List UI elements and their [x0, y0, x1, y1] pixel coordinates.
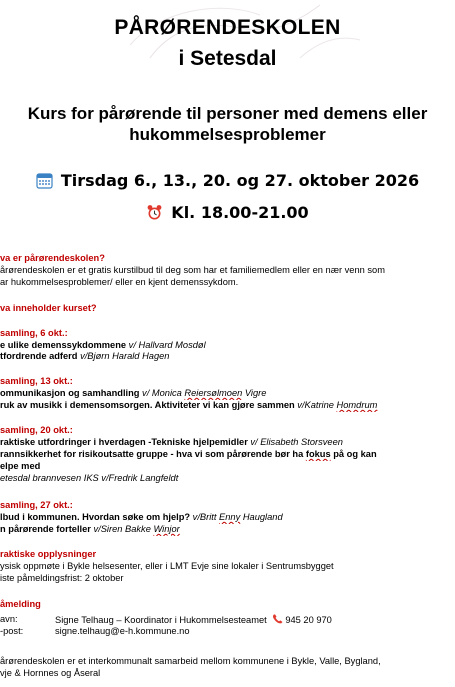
session-3-topic-2: rannsikkerhet for risikoutsatte gruppe - hva vi som pårørende bør ha fokus på og kan [0, 449, 377, 459]
name-label: avn: [0, 614, 18, 624]
about-line-2: ar hukommelsesproblemer/ eller en kjent demenssykdom. [0, 277, 239, 287]
practical-line-1: ysisk oppmøte i Bykle helsesenter, eller i LMT Evje sine lokaler i Sentrumsbygget [0, 561, 334, 571]
email-value[interactable]: signe.telhaug@e-h.kommune.no [55, 626, 190, 636]
practical-line-2: iste påmeldingsfrist: 2 oktober [0, 573, 124, 583]
alarm-clock-icon [146, 204, 163, 221]
practical-heading: raktiske opplysninger [0, 549, 97, 559]
email-label: -post: [0, 626, 24, 636]
title-line-1: PÅRØRENDESKOLEN [114, 16, 341, 39]
session-2-topic-2: ruk av musikk i demensomsorgen. Aktiviteter vi kan gjøre sammen v/Katrine Homdrum [0, 400, 378, 410]
session-3-heading: samling, 20 okt.: [0, 425, 73, 435]
name-value: Signe Telhaug – Koordinator i Hukommelsesteamet 945 20 970 [55, 615, 332, 625]
signup-heading: åmelding [0, 599, 41, 609]
date-text: Tirsdag 6., 13., 20. og 27. oktober 2026 [60, 171, 420, 190]
content-heading: va inneholder kurset? [0, 303, 97, 313]
footer-line-2: vje & Hornnes og Åseral [0, 668, 101, 678]
course-time [0, 203, 455, 222]
session-3-topic-1: raktiske utfordringer i hverdagen -Tekniske hjelpemidler v/ Elisabeth Storsveen [0, 437, 343, 447]
title-line-2: i Setesdal [178, 47, 277, 70]
session-2-topic-1: ommunikasjon og samhandling v/ Monica Reiersølmoen Vigre [0, 388, 267, 398]
course-dates [0, 171, 455, 190]
session-4-heading: samling, 27 okt.: [0, 500, 73, 510]
session-3-topic-2-cont: elpe med [0, 461, 41, 471]
calendar-icon [36, 172, 53, 189]
about-line-1: årørendeskolen er et gratis kurstilbud til deg som har et familiemedlem eller en nær venn som [0, 265, 385, 275]
session-2-heading: samling, 13 okt.: [0, 376, 73, 386]
session-4-topic-1: lbud i kommunen. Hvordan søke om hjelp? v/Britt Enny Haugland [0, 512, 283, 522]
about-heading: va er pårørendeskolen? [0, 253, 105, 263]
session-1-heading: samling, 6 okt.: [0, 328, 68, 338]
phone-icon [272, 614, 283, 624]
time-text: Kl. 18.00-21.00 [171, 203, 309, 222]
session-1-topic-1: e ulike demenssykdommene v/ Hallvard Mosdøl [0, 340, 206, 350]
footer-line-1: årørendeskolen er et interkommunalt samarbeid mellom kommunene i Bykle, Valle, Bygland, [0, 656, 381, 666]
session-1-topic-2: tfordrende adferd v/Bjørn Harald Hagen [0, 351, 170, 361]
subtitle: Kurs for pårørende til personer med demens eller hukommelsesproblemer [27, 104, 428, 144]
session-4-topic-2: n pårørende forteller v/Siren Bakke Winjor [0, 524, 180, 534]
session-3-presenter: etesdal brannvesen IKS v/Fredrik Langfeldt [0, 473, 179, 483]
